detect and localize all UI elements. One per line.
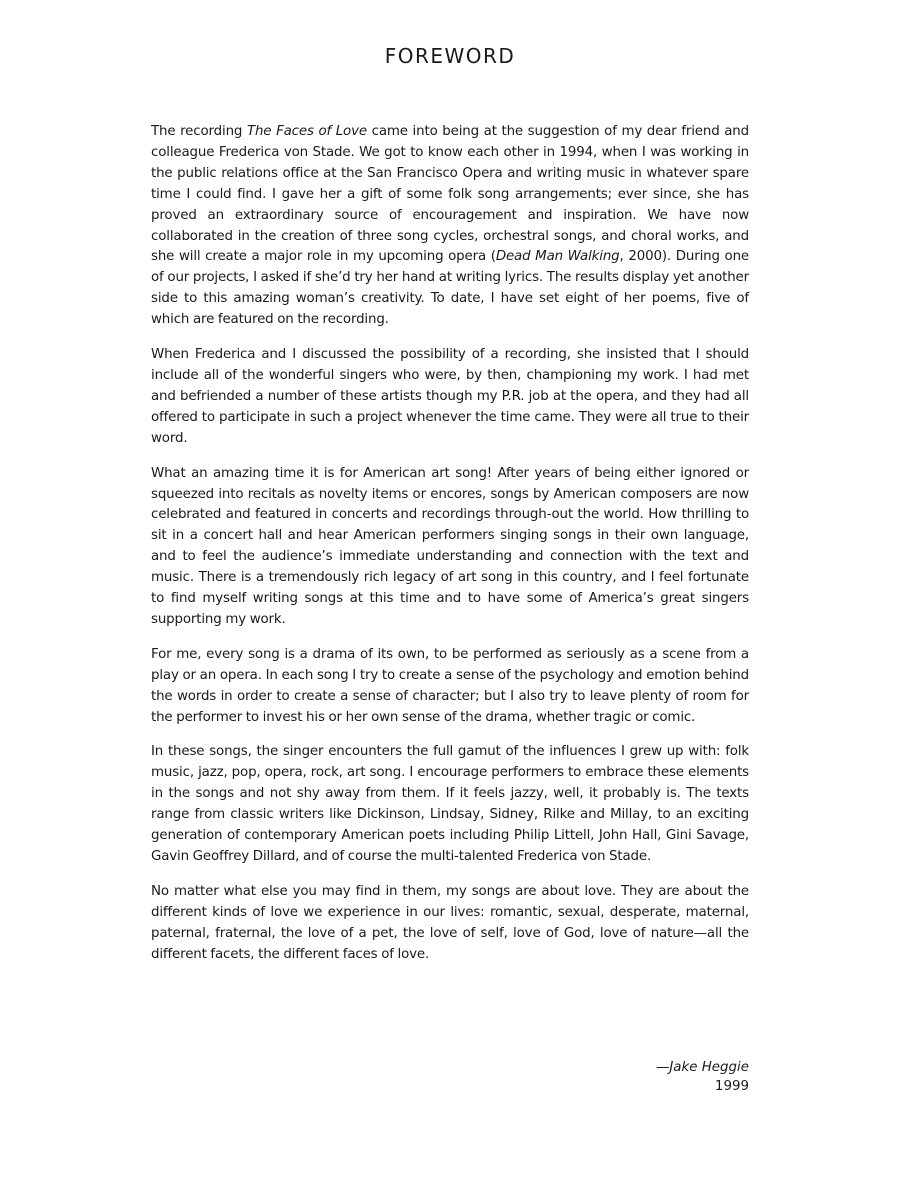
text-segment: , 2000). During one of our projects, I asked if she’d try her hand at writing lyrics. The results display yet another side to this amazing woman’s creativity. To date, I have set eight of her poems, five of which are featured on the recording. [151,249,749,328]
paragraph [151,742,749,867]
work-title: Dead Man Walking [495,249,620,265]
text-segment: In these songs, the singer encounters the full gamut of the influences I grew up with: folk music, jazz, pop, opera, rock, art song. I encourage performers to embrace these elements in the songs and not shy away from them. If it feels jazzy, well, it probably is. The texts range from classic writers like Dickinson, Lindsay, Sidney, Rilke and Millay, to an exciting generation of contemporary American poets including Philip Littell, John Hall, Gini Savage, Gavin Geoffrey Dillard, and of course the multi-talented Frederica von Stade. [151,744,749,864]
text-segment: For me, every song is a drama of its own, to be performed as seriously as a scene from a play or an opera. In each song I try to create a sense of the psychology and emotion behind the words in order to create a sense of character; but I also try to leave plenty of room for the performer to invest his or her own sense of the drama, whether tragic or comic. [151,646,749,725]
text-segment: What an amazing time it is for American art song! After years of being either ignored or squeezed into recitals as novelty items or encores, songs by American composers are now celebrated and featured in concerts and recordings through-out the world. How thrilling to sit in a concert hall and hear American performers singing songs in their own language, and to feel the audience’s immediate understanding and connection with the text and music. There is a tremendously rich legacy of art song in this country, and I feel fortunate to find myself writing songs at this time and to have some of America’s great singers supporting my work. [151,465,749,627]
paragraph [151,645,749,729]
signature-block [656,1058,749,1096]
work-title: The Faces of Love [246,124,367,139]
page-title: FOREWORD [384,44,516,68]
text-segment: came into being at the suggestion of my dear friend and colleague Frederica von Stade. We got to know each other in 1994, when I was working in the public relations office at the San Francisco Opera and writing music in whatever spare time I could find. I gave her a gift of some folk song arrangements; ever since, she has proved an extraordinary source of encouragement and inspiration. We have now collaborated in the creation of three song cycles, orchestral songs, and choral works, and she will create a major role in my upcoming opera ( [151,124,749,265]
author-name: —Jake Heggie [655,1060,749,1075]
paragraph [151,122,749,331]
text-segment: When Frederica and I discussed the possibility of a recording, she insisted that I should include all of the wonderful singers who were, by then, championing my work. I had met and befriended a number of these artists though my P.R. job at the opera, and they had all offered to participate in such a project whenever the time came. They were all true to their word. [151,347,749,446]
text-segment: The recording [151,124,247,139]
foreword-body [151,122,749,980]
signature-year: 1999 [714,1079,749,1094]
paragraph [151,882,749,966]
text-segment: No matter what else you may find in them, my songs are about love. They are about the different kinds of love we experience in our lives: romantic, sexual, desperate, maternal, paternal, fraternal, the love of a pet, the love of self, love of God, love of nature—all the different facets, the different faces of love. [151,883,749,962]
paragraph [151,464,749,631]
paragraph [151,345,749,450]
